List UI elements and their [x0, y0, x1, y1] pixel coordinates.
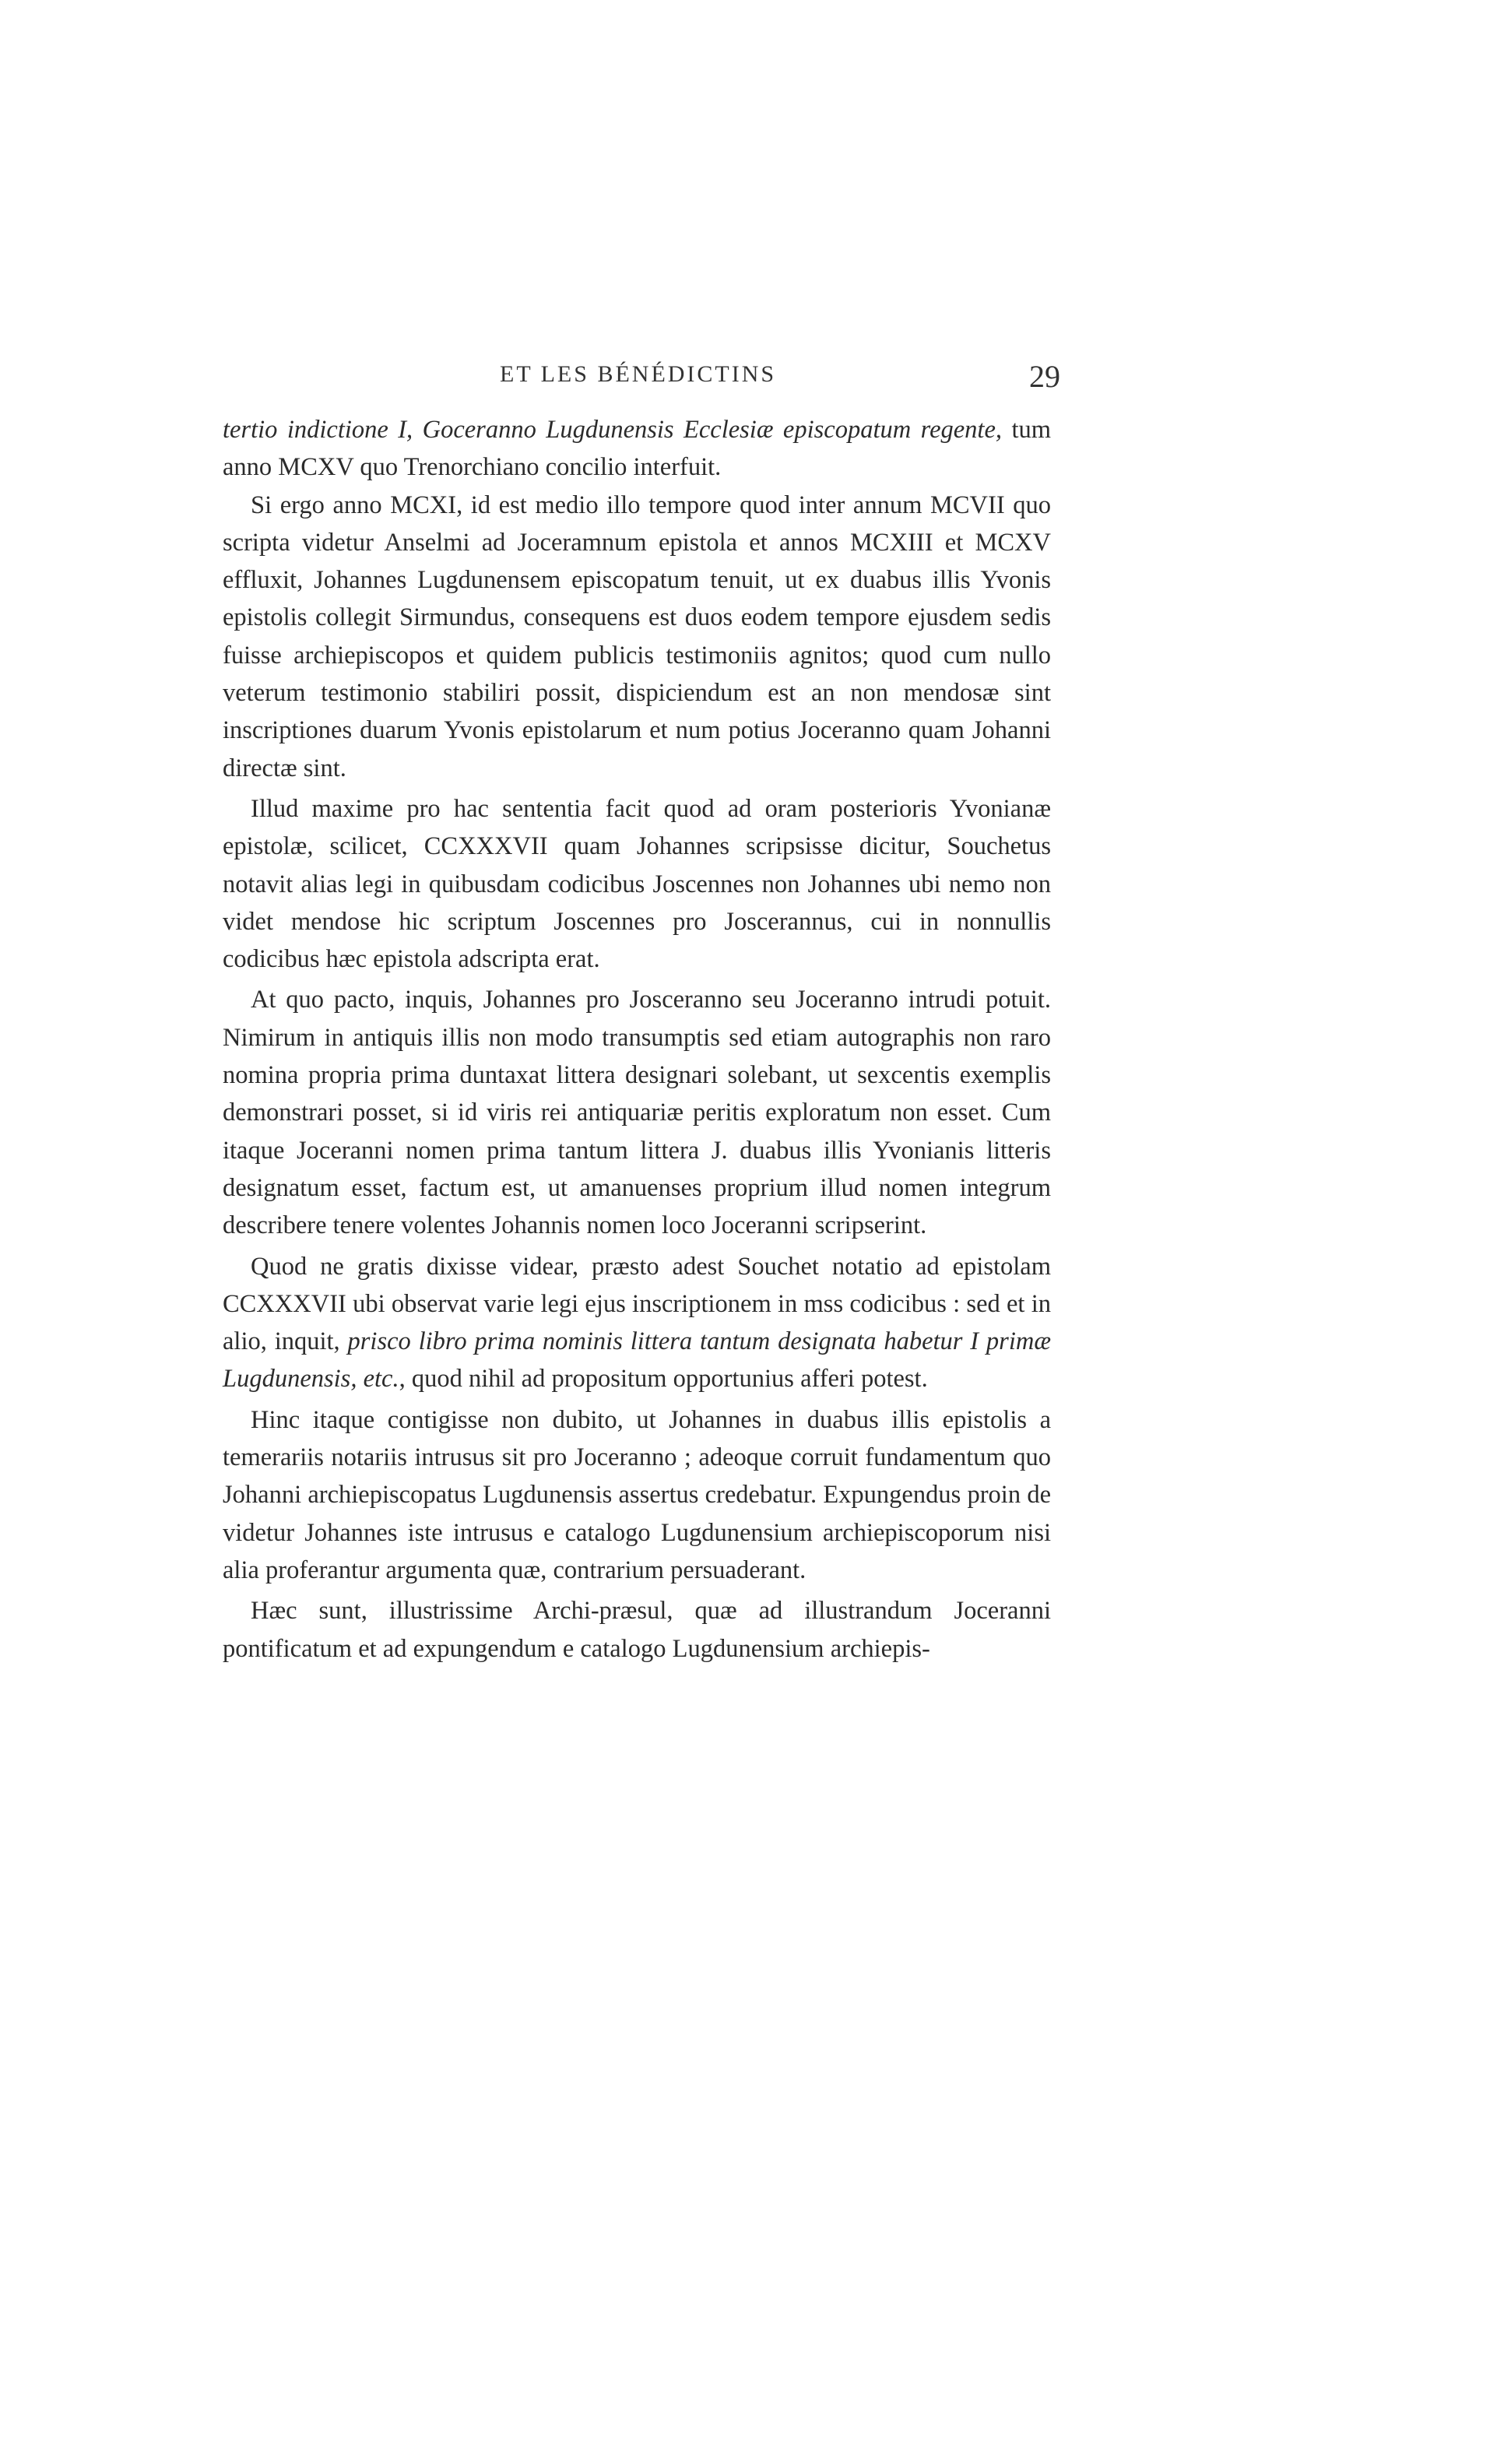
- paragraph-5-text-b: , quod nihil ad propositum opportunius afferi potest.: [399, 1365, 928, 1394]
- paragraph-1-italic: tertio indictione I, Goceranno Lugdunensis Ecclesiæ episcopatum regente,: [223, 416, 1003, 444]
- paragraph-2-text: Si ergo anno MCXI, id est medio illo tempore quod inter annum MCVII quo scripta videtur Anselmi ad Joceramnum epistola et annos MCXIII et MCXV effluxit, Johannes Lugdunensem episcopatum tenuit, ut ex duabus illis Yvonis epistolis collegit Sirmundus, consequens est duos eodem tempore ejusdem sedis fuisse archiepiscopos et quidem publicis testimoniis agnitos; quod cum nullo veterum testimonio stabiliri possit, dispiciendum est an non mendosæ sint inscriptiones duarum Yvonis epistolarum et num potius Joceranno quam Johanni directæ sint.: [223, 490, 1051, 782]
- paragraph-6-text: Hinc itaque contigisse non dubito, ut Johannes in duabus illis epistolis a temerariis notariis intrusus sit pro Joceranno ; adeoque corruit fundamentum quo Johanni archiepiscopatus Lugdunensis assertus credebatur. Expungendus proin de videtur Johannes iste intrusus e catalogo Lugdunensium archiepiscoporum nisi alia proferantur argumenta quæ, contrarium persuaderant.: [223, 1405, 1051, 1584]
- paragraph-3: [223, 790, 1051, 978]
- page-number: 29: [1029, 359, 1060, 394]
- paragraph-3-text: Illud maxime pro hac sententia facit quod ad oram posterioris Yvonianæ epistolæ, scilicet, CCXXXVII quam Johannes scripsisse dicitur, Souchetus notavit alias legi in quibusdam codicibus Joscennes non Johannes ubi nemo non videt mendose hic scriptum Joscennes pro Joscerannus, cui in nonnullis codicibus hæc epistola adscripta erat.: [223, 794, 1051, 974]
- paragraph-6: [223, 1401, 1051, 1589]
- body-text: [223, 411, 1051, 1668]
- paragraph-5: [223, 1248, 1051, 1398]
- paragraph-5-text-a: Quod ne gratis dixisse videar, præsto adest Souchet notatio ad epistolam CCXXXVII ubi observat varie legi ejus inscriptionem in mss codicibus : sed et in alio, inquit,: [223, 1252, 1051, 1356]
- paragraph-7: [223, 1592, 1051, 1668]
- paragraph-1: [223, 411, 1051, 487]
- running-title: ET LES BÉNÉDICTINS: [500, 361, 777, 387]
- paragraph-7-text: Hæc sunt, illustrissime Archi-præsul, quæ ad illustrandum Joceranni pontificatum et ad expungendum e catalogo Lugdunensium archiepis-: [223, 1597, 1051, 1663]
- paragraph-4: [223, 981, 1051, 1244]
- running-head: [220, 358, 1060, 397]
- paragraph-4-text: At quo pacto, inquis, Johannes pro Josceranno seu Joceranno intrudi potuit. Nimirum in antiquis illis non modo transumptis sed etiam autographis non raro nomina propria prima duntaxat littera designari solebant, ut sexcentis exemplis demonstrari posset, si id viris rei antiquariæ peritis exploratum non esset. Cum itaque Joceranni nomen prima tantum littera J. duabus illis Yvonianis litteris designatum esset, factum est, ut amanuenses proprium illud nomen integrum describere tenere volentes Johannis nomen loco Joceranni scripserint.: [223, 986, 1051, 1240]
- paragraph-2: [223, 487, 1051, 787]
- paragraph-1-text: tum anno MCXV quo Trenorchiano concilio interfuit.: [223, 416, 1052, 482]
- paragraph-5-italic: prisco libro prima nominis littera tantum designata habetur I primæ Lugdunensis, etc.: [223, 1327, 1051, 1394]
